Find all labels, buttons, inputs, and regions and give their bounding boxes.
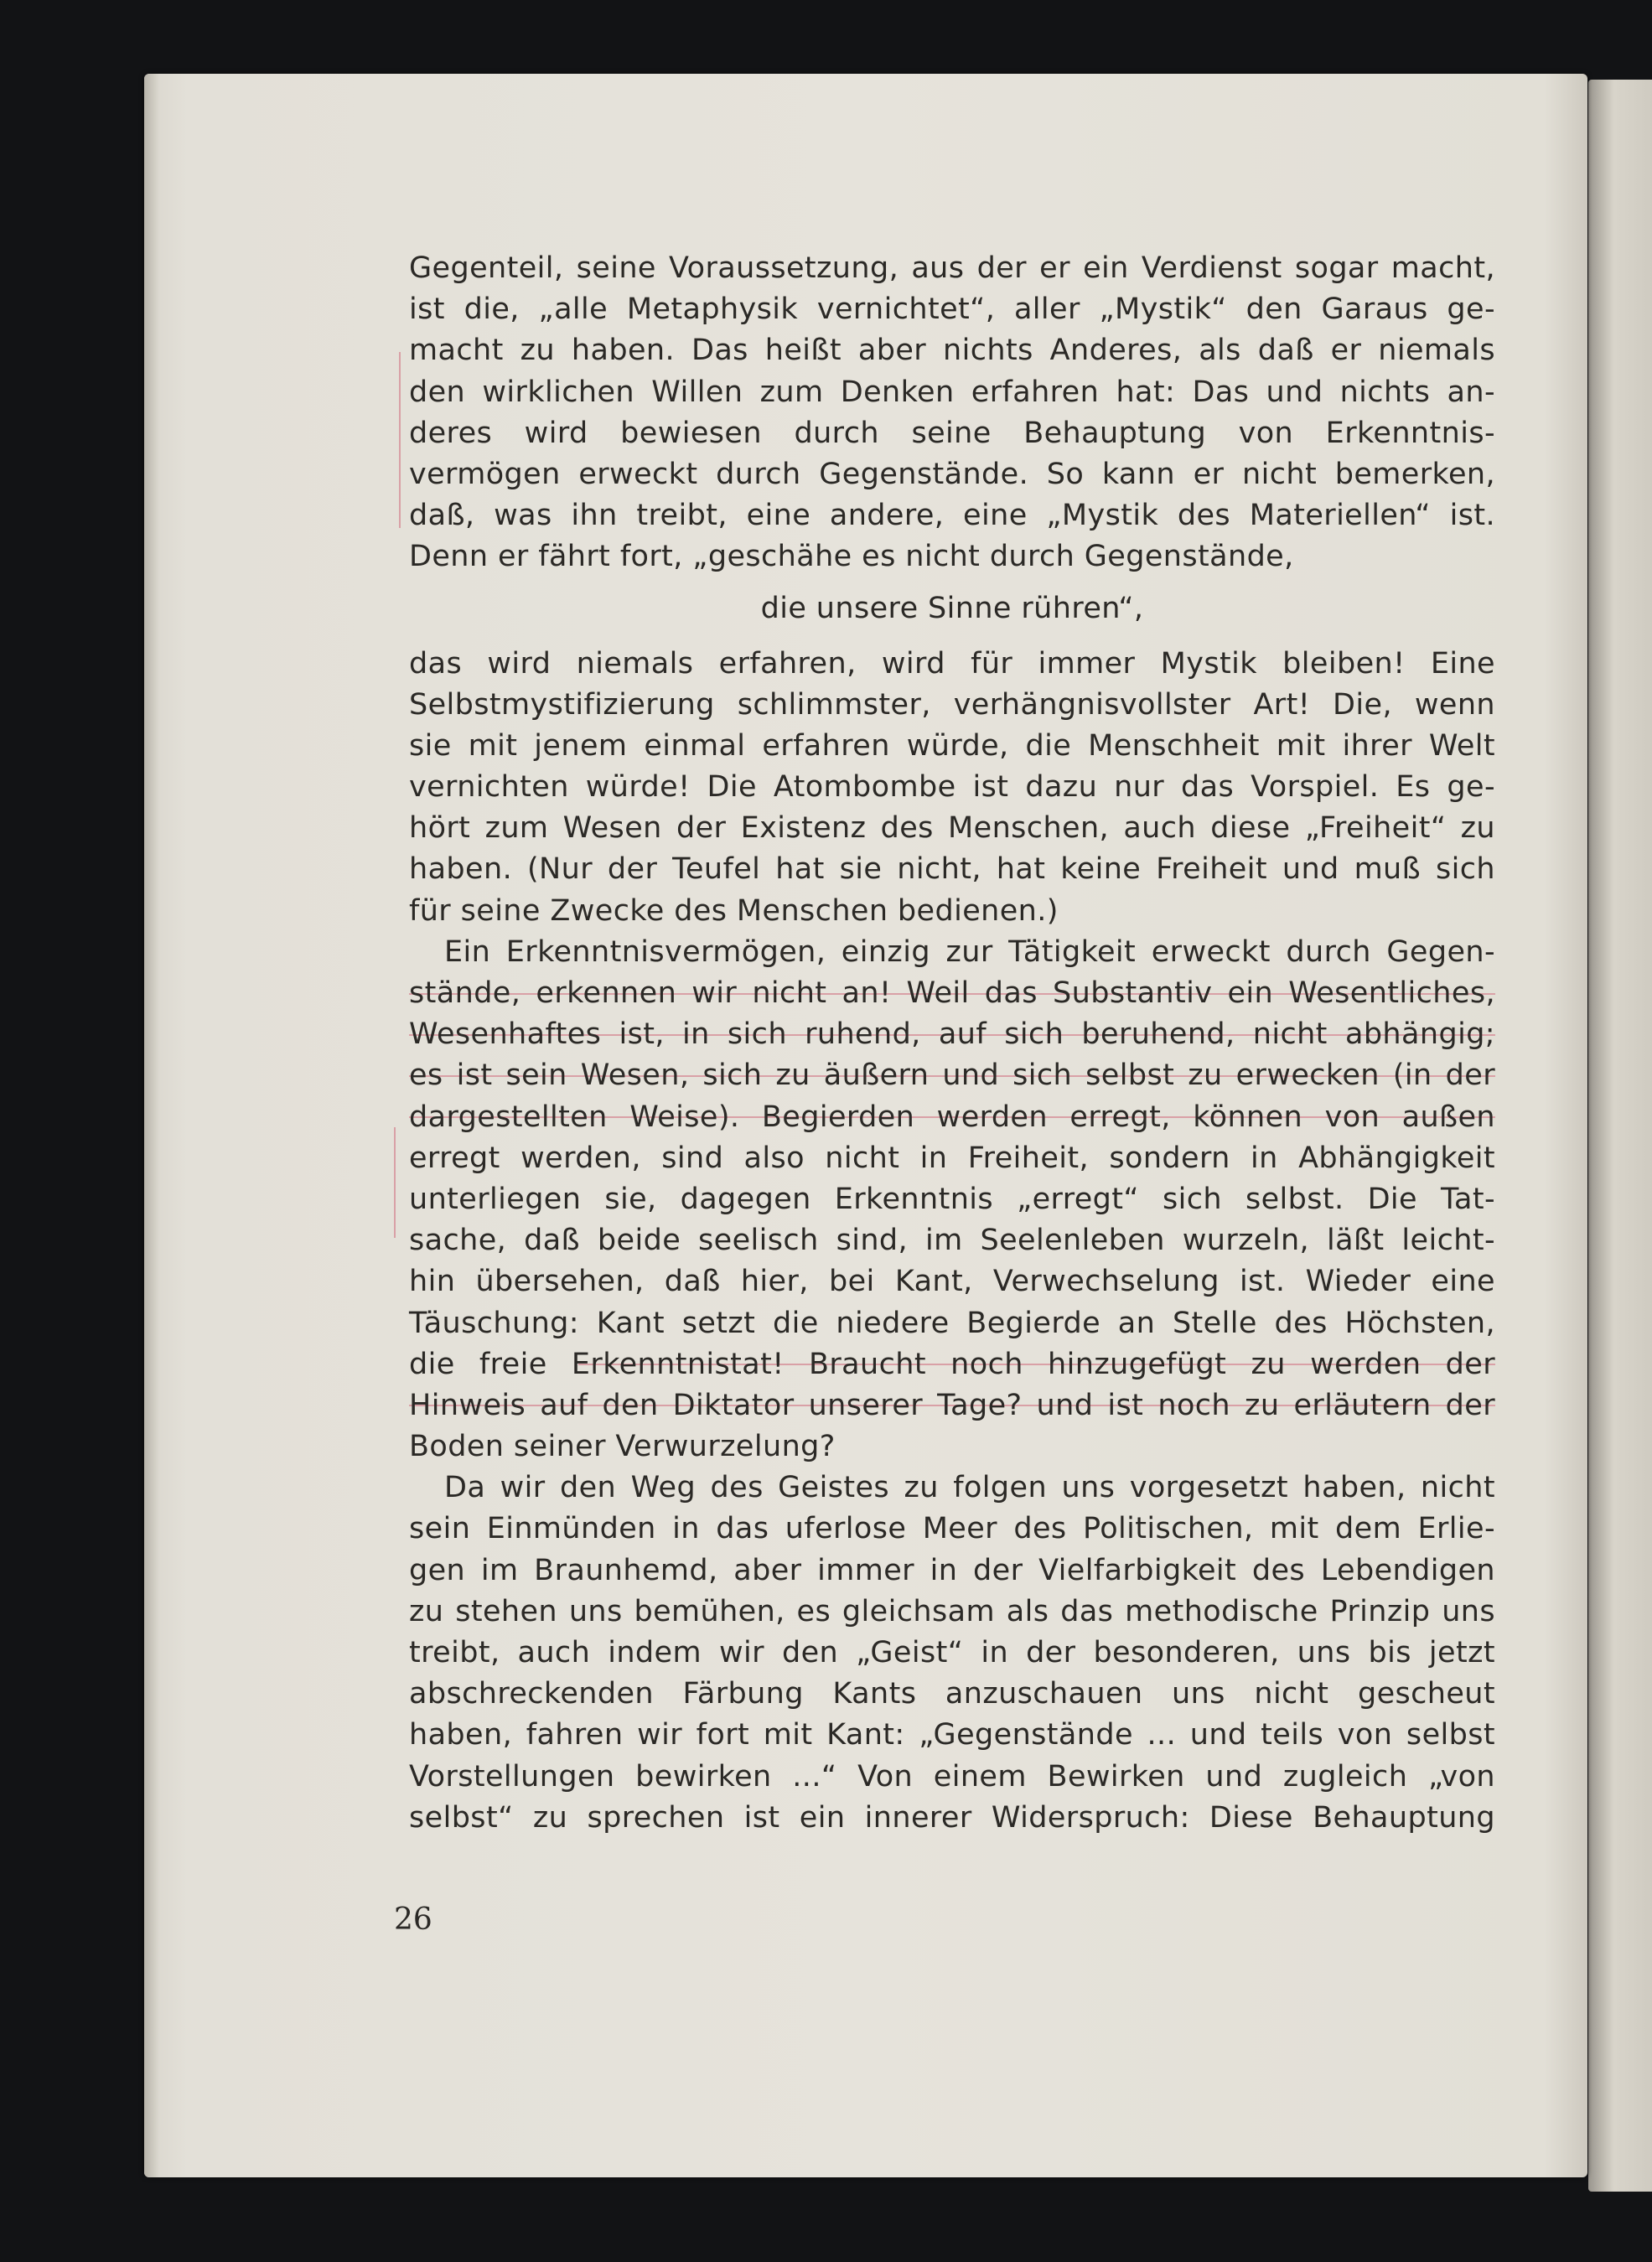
text-line: Denn er fährt fort, „geschähe es nicht durch Gegenstände, xyxy=(409,540,1294,574)
text-line: hin übersehen, daß hier, bei Kant, Verwechselung ist. Wieder eine xyxy=(409,1265,1495,1299)
text-line: für seine Zwecke des Menschen bedienen.) xyxy=(409,893,1059,928)
text-line: Wesenhaftes ist, in sich ruhend, auf sich beruhend, nicht abhängig; xyxy=(409,1017,1495,1052)
page-number: 26 xyxy=(394,1902,432,1937)
text-line: es ist sein Wesen, sich zu äußern und sich selbst zu erwecken (in der xyxy=(409,1059,1495,1093)
text-line: daß, was ihn treibt, eine andere, eine „Mystik des Materiellen“ ist. xyxy=(409,499,1495,533)
adjacent-page-edge xyxy=(1588,80,1652,2192)
text-line: stände, erkennen wir nicht an! Weil das Substantiv ein Wesentliches, xyxy=(409,976,1495,1010)
text-line: treibt, auch indem wir den „Geist“ in der besonderen, uns bis jetzt xyxy=(409,1636,1495,1669)
text-line: Selbstmystifizierung schlimmster, verhängnisvollster Art! Die, wenn xyxy=(409,687,1495,722)
text-line: den wirklichen Willen zum Denken erfahren hat: Das und nichts an- xyxy=(409,375,1495,409)
text-line: haben, fahren wir fort mit Kant: „Gegenstände ... und teils von selbst xyxy=(409,1718,1495,1752)
text-line: vernichten würde! Die Atombombe ist dazu nur das Vorspiel. Es ge- xyxy=(409,770,1495,805)
text-line: zu stehen uns bemühen, es gleichsam als das methodische Prinzip uns xyxy=(409,1594,1495,1628)
margin-mark-middle xyxy=(394,1127,396,1238)
text-line: Da wir den Weg des Geistes zu folgen uns vorgesetzt haben, nicht xyxy=(444,1471,1495,1505)
text-line: ist die, „alle Metaphysik vernichtet“, aller „Mystik“ den Garaus ge- xyxy=(409,292,1495,327)
text-line: gen im Braunhemd, aber immer in der Vielfarbigkeit des Lebendigen xyxy=(409,1553,1495,1587)
page-gutter-shadow xyxy=(144,74,159,2177)
text-line: unterliegen sie, dagegen Erkenntnis „erregt“ sich selbst. Die Tat- xyxy=(409,1182,1495,1216)
text-line: sein Einmünden in das uferlose Meer des Politischen, mit dem Erlie- xyxy=(409,1512,1495,1546)
text-line: Gegenteil, seine Voraussetzung, aus der er ein Verdienst sogar macht, xyxy=(409,251,1495,285)
text-line: vermögen erweckt durch Gegenstände. So kann er nicht bemerken, xyxy=(409,457,1495,491)
text-line: Boden seiner Verwurzelung? xyxy=(409,1430,836,1464)
margin-mark-top xyxy=(399,352,401,528)
text-line: Ein Erkenntnisvermögen, einzig zur Tätigkeit erweckt durch Gegen- xyxy=(444,934,1495,969)
text-line: macht zu haben. Das heißt aber nichts Anderes, als daß er niemals xyxy=(409,334,1495,368)
text-line: abschreckenden Färbung Kants anzuschauen uns nicht gescheut xyxy=(409,1677,1495,1711)
text-line: dargestellten Weise). Begierden werden erregt, können von außen xyxy=(409,1100,1495,1134)
text-line: selbst“ zu sprechen ist ein innerer Widerspruch: Diese Behauptung xyxy=(409,1800,1495,1835)
text-line: Hinweis auf den Diktator unserer Tage? und ist noch zu erläutern der xyxy=(409,1388,1495,1422)
text-line: hört zum Wesen der Existenz des Menschen, auch diese „Freiheit“ zu xyxy=(409,811,1495,846)
text-line: erregt werden, sind also nicht in Freiheit, sondern in Abhängigkeit xyxy=(409,1141,1495,1175)
text-line: haben. (Nur der Teufel hat sie nicht, hat keine Freiheit und muß sich xyxy=(409,852,1495,887)
text-line: Vorstellungen bewirken ...“ Von einem Bewirken und zugleich „von xyxy=(409,1759,1495,1794)
text-line: deres wird bewiesen durch seine Behauptung von Erkenntnis- xyxy=(409,416,1495,450)
body-text xyxy=(409,248,1495,1839)
text-line: die freie Erkenntnistat! Braucht noch hinzugefügt zu werden der xyxy=(409,1347,1495,1381)
text-line: das wird niemals erfahren, wird für immer Mystik bleiben! Eine xyxy=(409,646,1495,681)
text-line: die unsere Sinne rühren“, xyxy=(760,591,1144,625)
text-line: Täuschung: Kant setzt die niedere Begierde an Stelle des Höchsten, xyxy=(409,1306,1495,1340)
text-line: sache, daß beide seelisch sind, im Seelenleben wurzeln, läßt leicht- xyxy=(409,1224,1495,1258)
text-line: sie mit jenem einmal erfahren würde, die Menschheit mit ihrer Welt xyxy=(409,728,1495,763)
